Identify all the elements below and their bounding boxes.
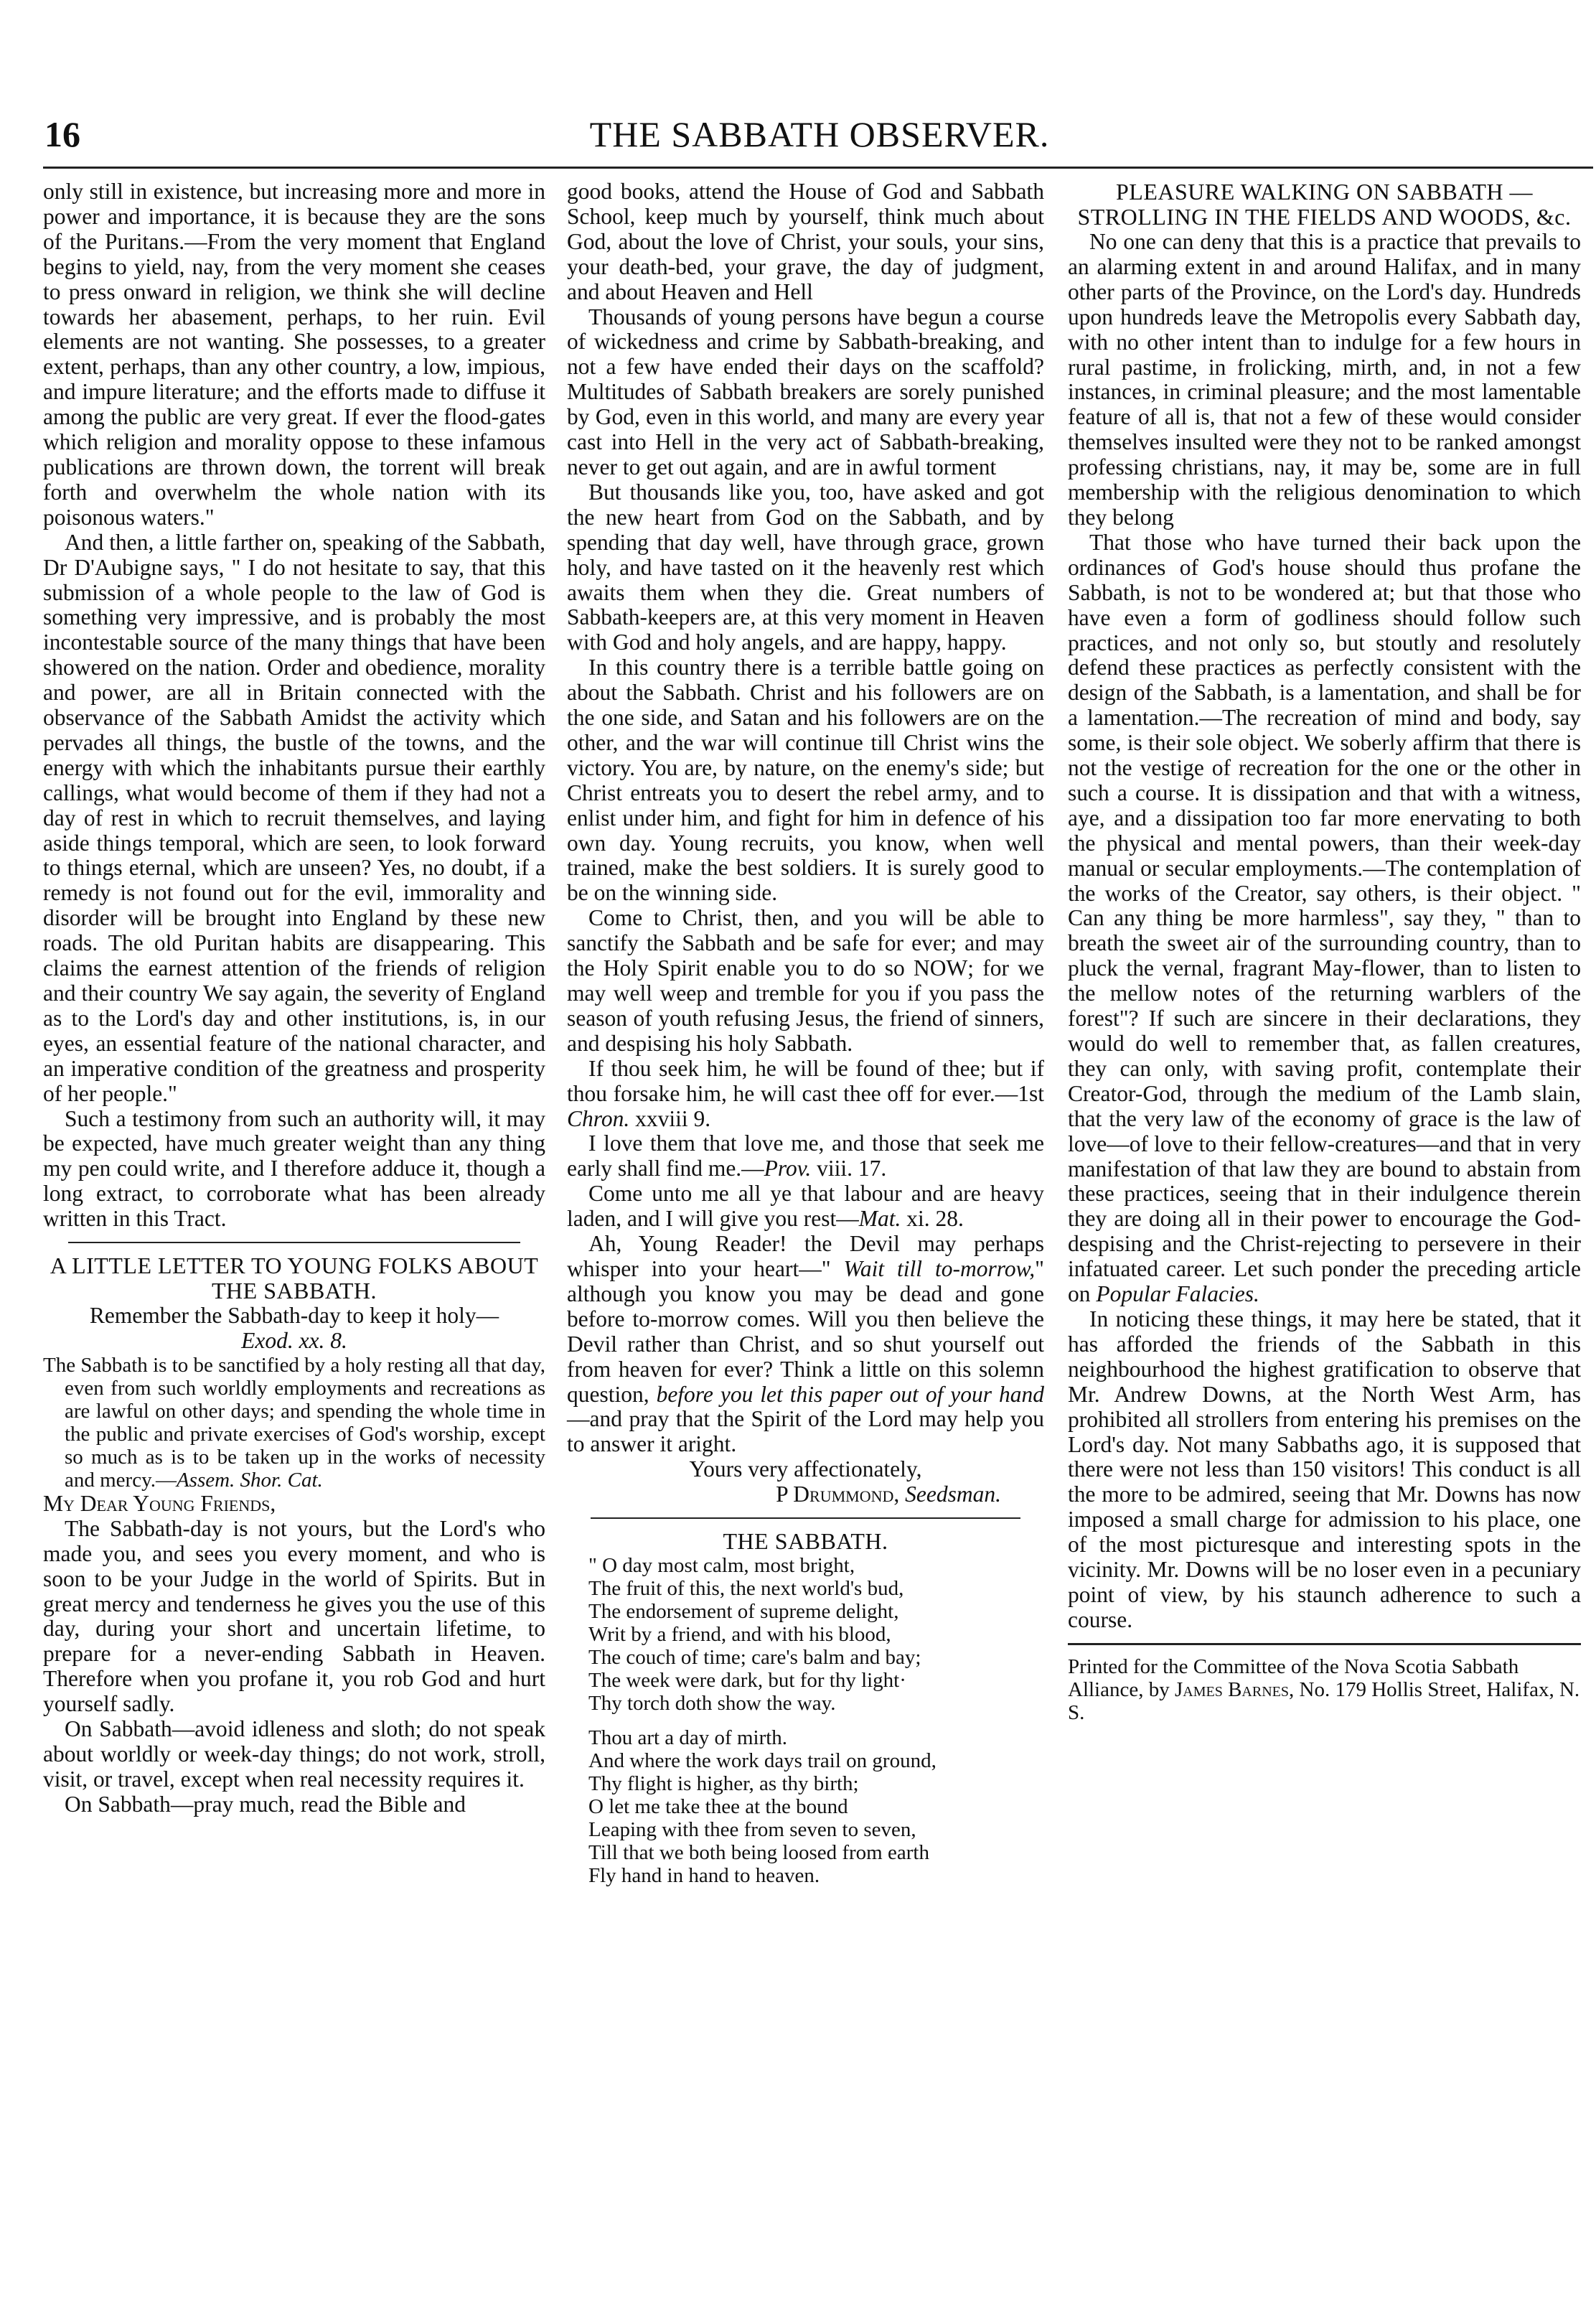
publication-title: THE SABBATH OBSERVER. [589, 114, 1050, 154]
poem-line: The week were dark, but for thy light· [588, 1669, 906, 1693]
emphasis-text: Wait till to-morrow, [843, 1255, 1036, 1281]
article-paragraph: only still in existence, but increasing more and more in power and importance, it is because they are the sons of the Puritans.—From the very moment that England begins to yield, nay, from the very moment she ceases to press onward in religion, we think she will decline towards her abasement, perhaps, to her ruin. Evil elements are not wanting. She possesses, to a greater extent, perhaps, than any other country, a low, impious, and impure literature; and the efforts made to diffuse it among the public are very great. If ever the flood-gates which religion and morality oppose to these infamous publications are thrown down, the torrent will break forth and overwhelm the whole nation with its poisonous waters." [43, 179, 545, 530]
poem-line: Writ by a friend, and with his blood, [588, 1623, 891, 1647]
text-run: —and pray that the Spirit of the Lord may help you to answer it aright. [567, 1406, 1044, 1457]
poem-line: Till that we both being loosed from earth [588, 1841, 929, 1865]
letter-paragraph: good books, attend the House of God and Sabbath School, keep much by yourself, think much about God, about the love of Christ, your souls, your sins, your death-bed, your grave, the day of judgment, and about Heaven and Hell [567, 179, 1044, 304]
catechism-reference: Assem. Shor. Cat. [176, 1468, 323, 1492]
poem-line: " O day most calm, most bright, [588, 1554, 855, 1578]
letter-paragraph: In this country there is a terrible battle going on about the Sabbath. Christ and his followers are on the one side, and Satan and his followers are on the other, and the war will continue till Christ wins the victory. You are, by nature, on the enemy's side; but Christ entreats you to desert the rebel army, and to enlist under him, and fight for him in defence of his own day. Young recruits, you know, when well trained, make the best soldiers. It is surely good to be on the winning side. [567, 655, 1044, 906]
poem-line: And where the work days trail on ground, [588, 1749, 937, 1773]
printer-name: James Barnes, [1174, 1677, 1295, 1701]
letter-signature [567, 1482, 1044, 1507]
article-reference: Popular Falacies. [1096, 1281, 1259, 1307]
epigraph-text: Remember the Sabbath-day to keep it holy— [89, 1303, 499, 1329]
letter-paragraph [567, 906, 1044, 1056]
scripture-book: Prov. [764, 1156, 812, 1181]
article-paragraph: In noticing these things, it may here be stated, that it has afforded the friends of the Sabbath in this neighbourhood the highest gratification to observe that Mr. Andrew Downs, at the North West Arm, has prohibited all strollers from entering his premises on the Lord's day. Not many Sabbaths ago, it is supposed that there were not less than 150 visitors! This conduct is all the more to be admired, seeing that Mr. Downs has now imposed a small charge for admission to his place, one of the most picturesque and interesting spots in the vicinity. Mr. Downs will be no loser even in a pecuniary point of view, by his staunch adherence to such a course. [1068, 1306, 1581, 1632]
letter-paragraph [567, 1232, 1044, 1457]
letter-heading: A LITTLE LETTER TO YOUNG FOLKS ABOUT THE SABBATH. [50, 1253, 539, 1304]
text-run: " although you know you may be dead and gone before to-morrow comes. Will you then believe the Devil rather than Christ, and so shut yourself out from heaven for ever? Think a little on this solemn question, [567, 1255, 1044, 1407]
catechism-text: The Sabbath is to be sanctified by a holy resting all that day, even from such worldly employments and recreations as are lawful on other days; and spending the whole time in the public and private exercises of God's worship, except so much as is to be taken up in the works of necessity and mercy.— [43, 1353, 545, 1492]
poem-line: Thy torch doth show the way. [588, 1692, 836, 1716]
stanza-gap [567, 1715, 1044, 1726]
article-paragraph [1068, 530, 1581, 1307]
text-run: That those who have turned their back upon the ordinances of God's house should thus profane the Sabbath, is not to be wondered at; but that those who have even a form of godliness should follow such practices, and not only so, but stoutly and resolutely defend these practices as perfectly consistent with the design of the Sabbath, is a lamentation, and shall be for a lamentation.—The recreation of mind and body, say some, is their sole object. We soberly affirm that there is not the vestige of recreation for the one or the other in such a course. It is dissipation and that with a witness, aye, and a dissipation too far more enervating to both the physical and mental powers, than their week-day manual or secular employments.—The contemplation of the works of the Creator, say others, is their object. " Can any thing be more harmless", say they, " than to breath the sweet air of the surrounding country, than to pluck the vernal, fragrant May-flower, than to listen to the mellow notes of the returning warblers of the forest"? If such are sincere in their declarations, they would do well to remember that, as fallen creatures, they can only, with saving profit, contemplate their Creator-God, through the medium of the Lamb slain, that the very law of the economy of grace is the law of love—of love to their fellow-creatures—and that in very manifestation of that law they are bound to abstain from these practices, seeing that in their indulgence therein they are doing all in their power to encourage the God-despising and the Christ-rejecting to persevere in their infatuated career. Let such ponder the preceding article on [1068, 529, 1581, 1307]
article-paragraph: Such a testimony from such an authority will, it may be expected, have much greater weight than any thing my pen could write, and I therefore adduce it, though a long extract, to corroborate what has been already written in this Tract. [43, 1105, 545, 1232]
page-number: 16 [44, 114, 80, 154]
column-middle [567, 179, 1044, 1887]
poem-line: Fly hand in hand to heaven. [588, 1864, 820, 1888]
footer-rule [1068, 1643, 1581, 1645]
text-run: viii. 17. [811, 1156, 887, 1181]
text-run: Come unto me all ye that labour and are heavy laden, and I will give you rest— [567, 1181, 1044, 1232]
poem-line: The endorsement of supreme delight, [588, 1600, 899, 1624]
epigraph [43, 1304, 545, 1354]
poem-line: Leaping with thee from seven to seven, [588, 1818, 916, 1842]
letter-closing: Yours very affectionately, [689, 1456, 922, 1482]
header-rule [43, 167, 1593, 169]
article-paragraph: No one can deny that this is a practice that prevails to an alarming extent in and around Halifax, and in many other parts of the Province, on the Lord's day. Hundreds upon hundreds leave the Metropolis every Sabbath day, with no other intent than to indulge for a few hours in rural pastime, in frolicking, mirth, and, in not a few instances, in criminal pleasure; and the most lamentable feature of all is, that not a few of these would consider themselves insulted were they not to be ranked amongst professing christians, nay, it may be, some are in full membership with the religious denomination to which they belong [1068, 229, 1581, 530]
letter-paragraph: But thousands like you, too, have asked and got the new heart from God on the Sabbath, and by spending that day well, have through grace, grown holy, and have tasted on it the heavenly rest which awaits them when they die. Great numbers of Sabbath-keepers are, at this very moment in Heaven with God and holy angels, and are happy, happy. [567, 479, 1044, 655]
column-right [1068, 179, 1581, 1724]
poem-line: The fruit of this, the next world's bud, [588, 1577, 904, 1601]
scripture-quote [567, 1181, 1044, 1232]
epigraph-reference: Exod. xx. 8. [241, 1327, 347, 1353]
section-divider [68, 1242, 520, 1243]
poem-stanza [567, 1554, 1044, 1715]
text-run: ; for we may well weep and tremble for you if you pass the season of youth refusing Jesus, the friend of sinners, and despising his holy Sabbath. [567, 955, 1044, 1056]
scripture-quote [567, 1131, 1044, 1181]
letter-paragraph: The Sabbath-day is not yours, but the Lord's who made you, and sees you every moment, and who is soon to be your Judge in the world of Spirits. But in great mercy and tenderness he gives you the use of this day, during your short and uncertain lifetime, to prepare for a never-ending Sabbath in Heaven. Therefore when you profane it, you rob God and hurt yourself sadly. [43, 1515, 545, 1717]
text-run: Come to Christ, then, and you will be able to sanctify the Sabbath and be safe for ever; and may the Holy Spirit enable you to do so [567, 905, 1044, 981]
scripture-book: Chron. [567, 1105, 630, 1131]
text-run: xi. 28. [901, 1206, 964, 1232]
column-left [43, 179, 545, 1817]
letter-paragraph: Thousands of young persons have begun a course of wickedness and crime by Sabbath-breaking, and not a few have ended their days on the scaffold? Multitudes of Sabbath breakers are sorely punished by God, even in this world, and many are every year cast into Hell in the very act of Sabbath-breaking, never to get out again, and are in awful torment [567, 304, 1044, 479]
letter-paragraph: On Sabbath—pray much, read the Bible and [65, 1791, 466, 1817]
poem-line: Thou art a day of mirth. [588, 1726, 788, 1750]
emphasis-now: NOW [914, 955, 968, 981]
salutation: My Dear Young Friends, [43, 1490, 276, 1516]
signature-name: P Drummond, [776, 1482, 900, 1507]
signature-role: Seedsman. [905, 1482, 1001, 1507]
article-paragraph: And then, a little farther on, speaking of the Sabbath, Dr D'Aubigne says, " I do not hesitate to say, that this submission of a whole people to the law of God is something very impressive, and is probably the most incontestable source of the many things that have been showered on the nation. Order and obedience, morality and power, are all in Britain connected with the observance of the Sabbath Amidst the activity which pervades all things, the bustle of the towns, and the energy with which the inhabitants pursue their earthly callings, what would become of them if they had not a day of rest in which to recruit themselves, and laying aside things temporal, which are seen, to look forward to things eternal, which are unseen? Yes, no doubt, if a remedy is not found out for the evil, immorality and disorder will be brought into England by these new roads. The old Puritan habits are disappearing. This claims the earnest attention of the friends of religion and their country We say again, the severity of England as to the Lord's day and other institutions, is, in our eyes, an essential feature of the national character, and an imperative condition of the greatness and prosperity of her people." [43, 529, 545, 1106]
printer-imprint [1068, 1655, 1581, 1724]
poem-line: Thy flight is higher, as thy birth; [588, 1772, 859, 1796]
section-divider [591, 1517, 1020, 1519]
text-run: Printed for the Committee of the Nova Scotia Sabbath Alliance, by [1068, 1655, 1519, 1701]
poem-line: O let me take thee at the bound [588, 1795, 848, 1819]
poem-title: THE SABBATH. [723, 1528, 888, 1555]
poem-line: The couch of time; care's balm and bay; [588, 1646, 921, 1670]
emphasis-text: before you let this paper out of your hand [656, 1381, 1044, 1407]
text-run: If thou seek him, he will be found of thee; but if thou forsake him, he will cast thee off for ever.—1st [567, 1055, 1044, 1106]
catechism-quote [43, 1354, 545, 1492]
text-run: xxviii 9. [629, 1105, 711, 1131]
letter-paragraph: On Sabbath—avoid idleness and sloth; do not speak about worldly or week-day things; do not work, stroll, visit, or travel, except when real necessity requires it. [43, 1716, 545, 1792]
text-run: I love them that love me, and those that seek me early shall find me.— [567, 1131, 1044, 1181]
scripture-quote [567, 1057, 1044, 1132]
text-run: Ah, Young Reader! the Devil may perhaps whisper into your heart—" [567, 1231, 1044, 1281]
scripture-book: Mat. [858, 1206, 901, 1232]
text-run: No. 179 Hollis Street, Halifax, N. S. [1068, 1677, 1580, 1724]
article-heading: PLEASURE WALKING ON SABBATH —STROLLING IN THE FIELDS AND WOODS, &c. [1077, 179, 1572, 230]
poem-stanza [567, 1726, 1044, 1887]
page-header [44, 113, 1595, 164]
